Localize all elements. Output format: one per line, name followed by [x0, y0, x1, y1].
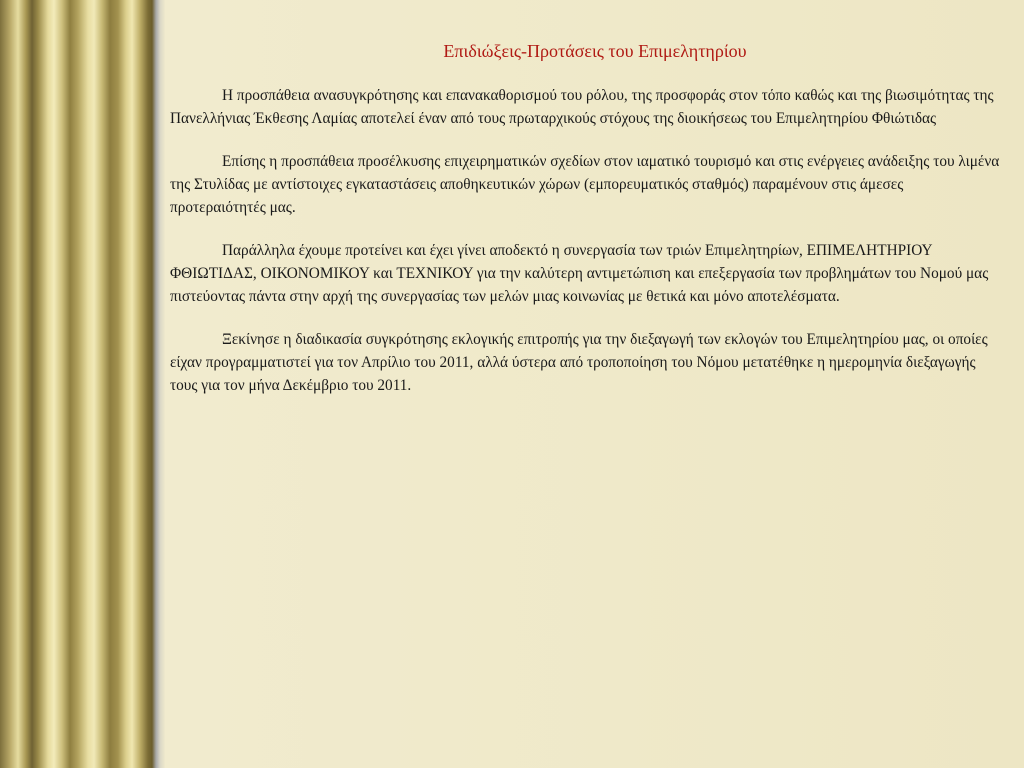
- paragraph-3-text: Παράλληλα έχουμε προτείνει και έχει γίνει αποδεκτό η συνεργασία των τριών Επιμελητηρίων, ΕΠΙΜΕΛΗΤΗΡΙΟΥ ΦΘΙΩΤΙΔΑΣ, ΟΙΚΟΝΟΜΙΚΟΥ και ΤΕΧΝΙΚΟΥ για την καλύτερη αντιμετώπιση και επεξεργασία των προβλημάτων του Νομού μας πιστεύοντας πάντα στην αρχή της συνεργασίας των μελών μιας κοινωνίας με θετικά και μόνο αποτελέσματα.: [170, 242, 989, 305]
- paragraph-4: [170, 328, 1000, 397]
- paragraph-1: [170, 84, 1000, 130]
- paragraph-4-text: Ξεκίνησε η διαδικασία συγκρότησης εκλογικής επιτροπής για την διεξαγωγή των εκλογών του Επιμελητηρίου μας, οι οποίες είχαν προγραμματιστεί για τον Απρίλιο του 2011, αλλά ύστερα από τροποποίηση του Νόμου μετατέθηκε η ημερομηνία διεξαγωγής τους για τον μήνα Δεκέμβριο του 2011.: [170, 331, 988, 394]
- paragraph-2: [170, 150, 1000, 219]
- slide-title: Επιδιώξεις-Προτάσεις του Επιμελητηρίου: [443, 41, 747, 61]
- paragraph-3: [170, 239, 1000, 308]
- decorative-column-border: [0, 0, 165, 768]
- paragraph-2-text: Επίσης η προσπάθεια προσέλκυσης επιχειρηματικών σχεδίων στον ιαματικό τουρισμό και στις ενέργειες ανάδειξης του λιμένα της Στυλίδας με αντίστοιχες εγκαταστάσεις αποθηκευτικών χώρων (εμπορευματικός σταθμός) παραμένουν στις άμεσες προτεραιότητές μας.: [170, 153, 1000, 216]
- paragraph-1-text: Η προσπάθεια ανασυγκρότησης και επανακαθορισμού του ρόλου, της προσφοράς στον τόπο καθώς και της βιωσιμότητας της Πανελλήνιας Έκθεσης Λαμίας αποτελεί έναν από τους πρωταρχικούς στόχους της διοικήσεως του Επιμελητηρίου Φθιώτιδας: [170, 87, 994, 127]
- slide-content: [170, 40, 1000, 417]
